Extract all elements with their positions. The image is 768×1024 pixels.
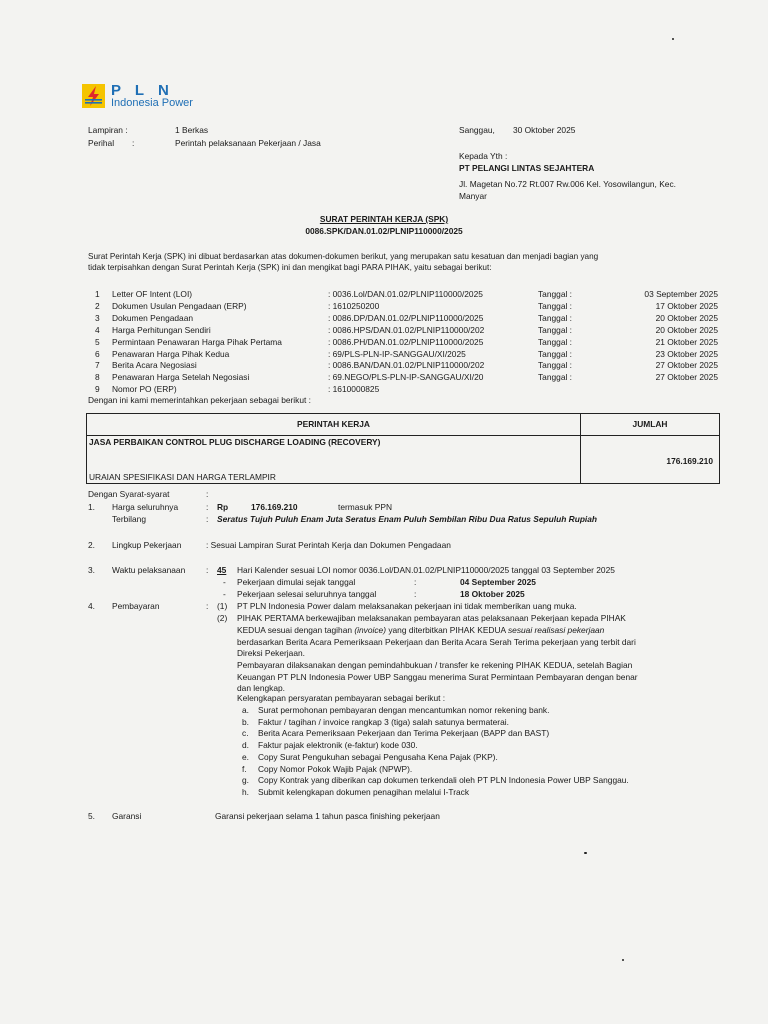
- doc-date: 27 Oktober 2025: [655, 372, 718, 382]
- term-5-label: Garansi: [112, 811, 142, 821]
- logo-subtitle: Indonesia Power: [111, 97, 193, 109]
- term-4-p2-line-3: berdasarkan Berita Acara Pemeriksaan Pekerjaan dan Berita Acara Serah Terima pekerjaan yang terbit dari: [237, 637, 636, 647]
- doc-reference: : 0086.PH/DAN.01.02/PLNIP110000/2025: [328, 337, 484, 347]
- doc-reference: : 0086.BAN/DAN.01.02/PLNIP110000/202: [328, 360, 485, 370]
- payment-item-text: Berita Acara Pemeriksaan Pekerjaan dan Terima Pekerjaan (BAPP dan BAST): [258, 728, 550, 738]
- intro-line-2: tidak terpisahkan dengan Surat Perintah Kerja (SPK) ini dan mengikat bagi PARA PIHAK, yaitu sebagai berikut:: [88, 263, 492, 272]
- term-3-end-date: 18 Oktober 2025: [460, 589, 525, 599]
- table-divider-horizontal: [87, 435, 719, 436]
- work-order-table: [86, 413, 720, 484]
- doc-date: 21 Oktober 2025: [655, 337, 718, 347]
- doc-date-label: Tanggal :: [538, 301, 572, 311]
- doc-date: 03 September 2025: [644, 289, 718, 299]
- doc-name: Harga Perhitungan Sendiri: [112, 325, 211, 335]
- table-header-perintah: PERINTAH KERJA: [297, 419, 370, 429]
- doc-date-label: Tanggal :: [538, 325, 572, 335]
- term-4-p1-text: PT PLN Indonesia Power dalam melaksanakan pekerjaan ini tidak memberikan uang muka.: [237, 601, 577, 611]
- term-4-p2-line-2c: yang diterbitkan PIHAK KEDUA: [386, 625, 508, 635]
- doc-number: 3: [95, 313, 100, 323]
- intro-line-1: Surat Perintah Kerja (SPK) ini dibuat berdasarkan atas dokumen-dokumen berikut, yang merupakan satu kesatuan dan menjadi bagian yang: [88, 252, 599, 261]
- payment-item-key: b.: [242, 717, 249, 727]
- scan-speck: [584, 852, 587, 854]
- term-4-p2-line-2d: sesuai realisasi pekerjaan: [507, 625, 605, 635]
- term-1-label: Harga seluruhnya: [112, 502, 179, 512]
- payment-item-key: f.: [242, 764, 247, 774]
- payment-item-text: Faktur pajak elektronik (e-faktur) kode 030.: [258, 740, 418, 750]
- recipient-address-2: Manyar: [459, 191, 487, 201]
- term-5-value: Garansi pekerjaan selama 1 tahun pasca finishing pekerjaan: [215, 811, 440, 821]
- term-4-p2-number: (2): [217, 613, 228, 623]
- order-line: Dengan ini kami memerintahkan pekerjaan sebagai berikut :: [88, 395, 311, 405]
- term-3-start-label: Pekerjaan dimulai sejak tanggal: [237, 577, 356, 587]
- term-4-p1-number: (1): [217, 601, 228, 611]
- term-4-p2-line-4: Direksi Pekerjaan.: [237, 648, 305, 658]
- logo-brand: P L N: [111, 82, 174, 99]
- doc-name: Penawaran Harga Setelah Negosiasi: [112, 372, 250, 382]
- terms-header-colon: :: [206, 489, 209, 499]
- place: Sanggau,: [459, 125, 495, 135]
- term-3-colon: :: [206, 565, 209, 575]
- doc-number: 4: [95, 325, 100, 335]
- doc-date: 17 Oktober 2025: [655, 301, 718, 311]
- doc-date-label: Tanggal :: [538, 372, 572, 382]
- letter-date: 30 Oktober 2025: [513, 125, 576, 135]
- doc-reference: : 0036.Lol/DAN.01.02/PLNIP110000/2025: [328, 289, 483, 299]
- doc-date-label: Tanggal :: [538, 360, 572, 370]
- doc-number: 9: [95, 384, 100, 394]
- doc-name: Permintaan Penawaran Harga Pihak Pertama: [112, 337, 282, 347]
- lampiran-value: 1 Berkas: [175, 125, 209, 135]
- payment-item-text: Faktur / tagihan / invoice rangkap 3 (tiga) salah satunya bermaterai.: [258, 717, 509, 727]
- scan-speck: [622, 959, 624, 961]
- term-4-p2-line-7: dan lengkap.: [237, 683, 285, 693]
- term-3-value: Hari Kalender sesuai LOI nomor 0036.Lol/DAN.01.02/PLNIP110000/2025 tanggal 03 September 2025: [237, 565, 615, 575]
- term-3-start-colon: :: [414, 577, 417, 587]
- doc-reference: : 1610000825: [328, 384, 380, 394]
- term-4-p2-line-1: PIHAK PERTAMA berkewajiban melaksanakan pembayaran atas pelaksanaan Pekerjaan kepada PIHAK: [237, 613, 626, 623]
- perihal-label: Perihal: [88, 138, 115, 148]
- term-4-p2-line-6: Keuangan PT PLN Indonesia Power UBP Sanggau menerima Surat Permintaan Pembayaran dengan benar: [237, 672, 638, 682]
- doc-date: 20 Oktober 2025: [655, 325, 718, 335]
- doc-number: 5: [95, 337, 100, 347]
- term-2-label: Lingkup Pekerjaan: [112, 540, 182, 550]
- term-3-dash-end: -: [223, 589, 226, 599]
- doc-date: 20 Oktober 2025: [655, 313, 718, 323]
- recipient-address-1: Jl. Magetan No.72 Rt.007 Rw.006 Kel. Yosowilangun, Kec.: [459, 179, 676, 189]
- payment-item-text: Submit kelengkapan dokumen penagihan melalui I-Track: [258, 787, 470, 797]
- term-4-label: Pembayaran: [112, 601, 160, 611]
- term-1-terbilang-label: Terbilang: [112, 514, 146, 524]
- term-3-days: 45: [217, 565, 227, 575]
- document-title: SURAT PERINTAH KERJA (SPK): [319, 214, 449, 224]
- term-2-value: : Sesuai Lampiran Surat Perintah Kerja dan Dokumen Pengadaan: [206, 540, 451, 550]
- doc-number: 2: [95, 301, 100, 311]
- doc-date-label: Tanggal :: [538, 313, 572, 323]
- doc-name: Dokumen Usulan Pengadaan (ERP): [112, 301, 247, 311]
- payment-item-key: c.: [242, 728, 249, 738]
- perihal-value: Perintah pelaksanaan Pekerjaan / Jasa: [175, 138, 321, 148]
- doc-reference: : 69.NEGO/PLS-PLN-IP-SANGGAU/XI/20: [328, 372, 484, 382]
- doc-reference: : 0086.DP/DAN.01.02/PLNIP110000/2025: [328, 313, 484, 323]
- pln-logo-icon: [82, 84, 105, 108]
- payment-item-key: a.: [242, 705, 249, 715]
- payment-item-key: e.: [242, 752, 249, 762]
- terms-header: Dengan Syarat-syarat: [88, 489, 170, 499]
- lampiran-label: Lampiran :: [88, 125, 128, 135]
- payment-item-key: d.: [242, 740, 249, 750]
- doc-reference: : 0086.HPS/DAN.01.02/PLNIP110000/202: [328, 325, 485, 335]
- term-1-number: 1.: [88, 502, 95, 512]
- term-3-end-colon: :: [414, 589, 417, 599]
- term-5-number: 5.: [88, 811, 95, 821]
- term-4-p2-line-5: Pembayaran dilaksanakan dengan pemindahbukuan / transfer ke rekening PIHAK KEDUA, setelah Bagian: [237, 660, 633, 670]
- term-1-amount: 176.169.210: [251, 502, 298, 512]
- term-1-amount-words: Seratus Tujuh Puluh Enam Juta Seratus Enam Puluh Sembilan Ribu Dua Ratus Sepuluh Rupiah: [217, 514, 598, 524]
- term-1-currency: Rp: [217, 502, 229, 512]
- doc-reference: : 1610250200: [328, 301, 380, 311]
- scan-speck: [672, 38, 674, 40]
- doc-number: 7: [95, 360, 100, 370]
- term-3-label: Waktu pelaksanaan: [112, 565, 186, 575]
- table-note: URAIAN SPESIFIKASI DAN HARGA TERLAMPIR: [89, 472, 276, 482]
- term-4-p2-line-8: Kelengkapan persyaratan pembayaran sebagai berikut :: [237, 693, 446, 703]
- doc-date-label: Tanggal :: [538, 349, 572, 359]
- perihal-colon: :: [132, 138, 135, 148]
- recipient-name: PT PELANGI LINTAS SEJAHTERA: [459, 163, 595, 173]
- doc-reference: : 69/PLS-PLN-IP-SANGGAU/XI/2025: [328, 349, 466, 359]
- term-3-end-label: Pekerjaan selesai seluruhnya tanggal: [237, 589, 377, 599]
- term-3-dash-start: -: [223, 577, 226, 587]
- document-number: 0086.SPK/DAN.01.02/PLNIP110000/2025: [305, 226, 463, 236]
- payment-item-key: g.: [242, 775, 249, 785]
- term-4-colon: :: [206, 601, 209, 611]
- term-1-colon: :: [206, 502, 209, 512]
- table-job-title: JASA PERBAIKAN CONTROL PLUG DISCHARGE LOADING (RECOVERY): [89, 437, 381, 447]
- doc-name: Berita Acara Negosiasi: [112, 360, 197, 370]
- doc-number: 8: [95, 372, 100, 382]
- payment-item-text: Copy Kontrak yang diberikan cap dokumen terkendali oleh PT PLN Indonesia Power UBP Sanggau.: [258, 775, 629, 785]
- term-4-p2-line-2a: KEDUA sesuai dengan tagihan: [237, 625, 355, 635]
- payment-item-text: Copy Surat Pengukuhan sebagai Pengusaha Kena Pajak (PKP).: [258, 752, 498, 762]
- doc-name: Nomor PO (ERP): [112, 384, 177, 394]
- doc-number: 1: [95, 289, 100, 299]
- term-1-terbilang-colon: :: [206, 514, 209, 524]
- table-header-jumlah: JUMLAH: [632, 419, 668, 429]
- doc-date-label: Tanggal :: [538, 289, 572, 299]
- term-3-number: 3.: [88, 565, 95, 575]
- term-1-ppn: termasuk PPN: [338, 502, 392, 512]
- kepada-label: Kepada Yth :: [459, 151, 508, 161]
- table-amount: 176.169.210: [666, 456, 713, 466]
- doc-date: 27 Oktober 2025: [655, 360, 718, 370]
- term-2-number: 2.: [88, 540, 95, 550]
- doc-date: 23 Oktober 2025: [655, 349, 718, 359]
- doc-date-label: Tanggal :: [538, 337, 572, 347]
- payment-item-key: h.: [242, 787, 249, 797]
- term-4-p2-line-2: [237, 625, 604, 636]
- term-4-p2-line-2b: (invoice): [354, 625, 386, 635]
- doc-name: Dokumen Pengadaan: [112, 313, 194, 323]
- payment-item-text: Surat permohonan pembayaran dengan mencantumkan nomor rekening bank.: [258, 705, 550, 715]
- doc-name: Penawaran Harga Pihak Kedua: [112, 349, 230, 359]
- doc-name: Letter OF Intent (LOI): [112, 289, 193, 299]
- term-3-start-date: 04 September 2025: [460, 577, 536, 587]
- payment-item-text: Copy Nomor Pokok Wajib Pajak (NPWP).: [258, 764, 413, 774]
- doc-number: 6: [95, 349, 100, 359]
- term-4-number: 4.: [88, 601, 95, 611]
